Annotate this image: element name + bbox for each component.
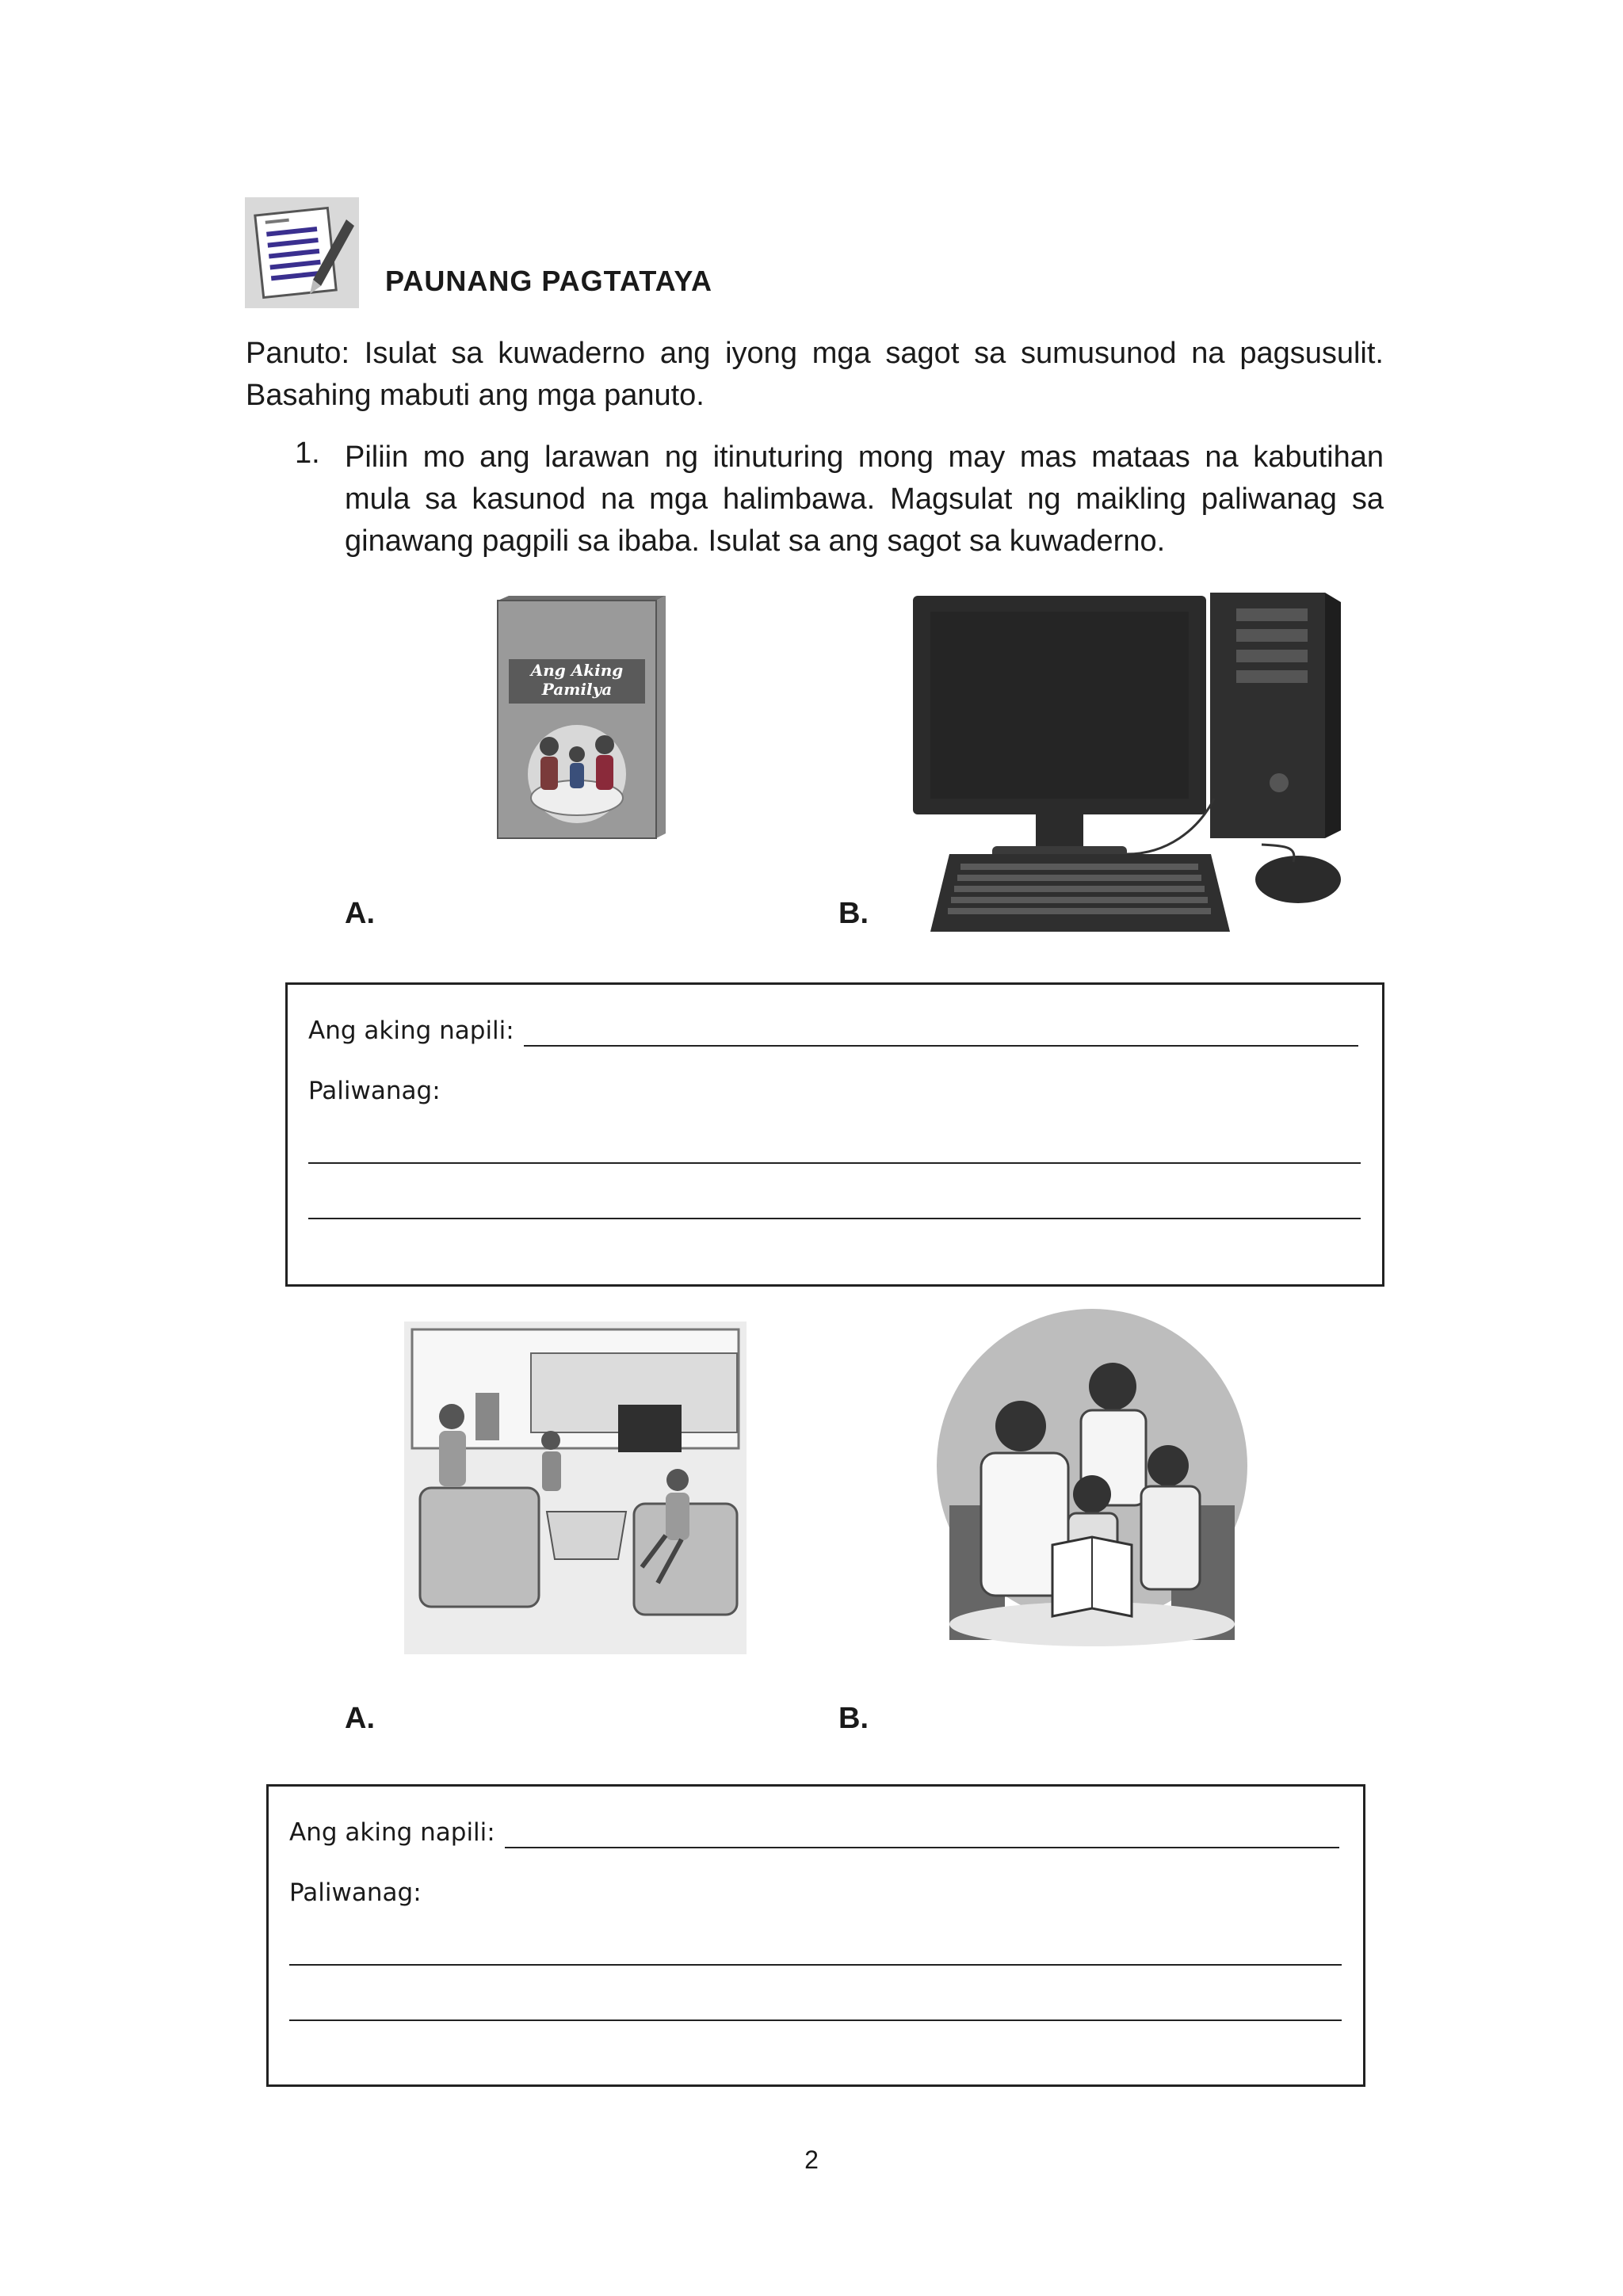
choice-label: Ang aking napili: [289,1818,495,1847]
section-title: PAUNANG PAGTATAYA [385,265,713,297]
option-a-label: A. [345,1702,375,1735]
question-number: 1. [295,437,320,470]
answer-box [285,982,1384,1287]
answer-box [266,1784,1365,2087]
instructions-paragraph: Panuto: Isulat sa kuwaderno ang iyong mga sagot sa sumusunod na pagsusulit. Basahing mabuti ang mga panuto. [246,337,1384,412]
book-cover-title-line1: Ang Aking [530,661,624,680]
family-reading-image [934,1307,1249,1646]
book-cover-title-line2: Pamilya [541,680,613,699]
explanation-label: Paliwanag: [289,1878,422,1907]
family-book-image [490,596,672,841]
checklist-pencil-icon [245,197,359,308]
explanation-answer-line[interactable] [289,1964,1342,1966]
choice-label: Ang aking napili: [308,1016,514,1045]
desktop-computer-image [913,593,1346,935]
explanation-answer-line[interactable] [289,2019,1342,2021]
choice-answer-line[interactable] [524,1045,1358,1047]
option-a-label: A. [345,897,375,930]
explanation-answer-line[interactable] [308,1218,1361,1219]
explanation-label: Paliwanag: [308,1077,441,1105]
option-b-label: B. [838,1702,869,1735]
living-room-family-image [404,1322,747,1654]
explanation-answer-line[interactable] [308,1162,1361,1164]
page-number: 2 [804,2145,819,2174]
question-text: Piliin mo ang larawan ng itinuturing mong may mas mataas na kabutihan mula sa kasunod na mga halimbawa. Magsulat ng maikling paliwanag sa ginawang pagpili sa ibaba. Isulat sa ang sagot sa kuwaderno. [345,441,1384,558]
option-b-label: B. [838,897,869,930]
choice-answer-line[interactable] [505,1847,1339,1848]
